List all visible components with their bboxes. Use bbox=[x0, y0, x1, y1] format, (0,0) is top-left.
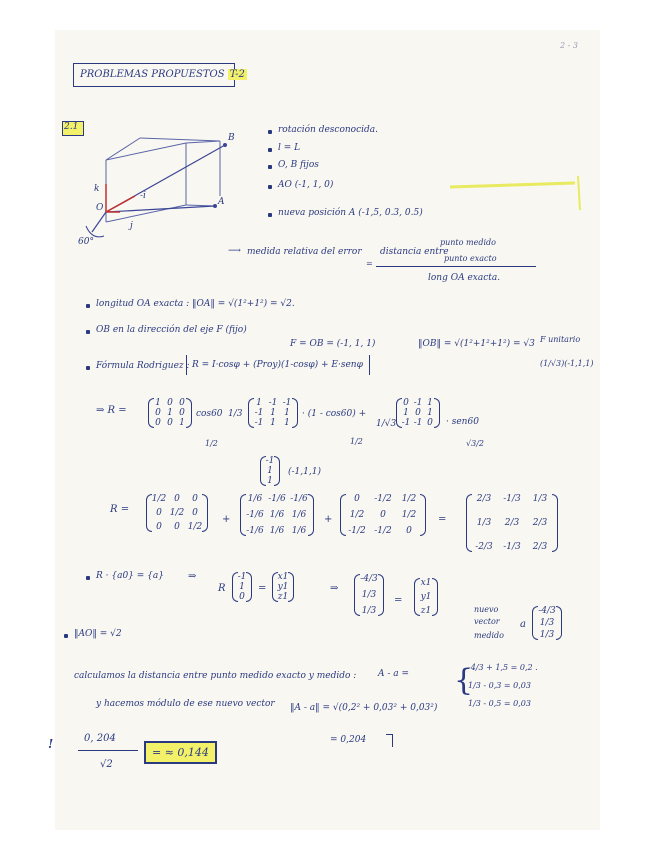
error-brace-2: punto exacto bbox=[444, 254, 497, 263]
matrix-entry: 1/6 bbox=[291, 526, 307, 536]
matrix-entry: z1 bbox=[277, 592, 289, 602]
matrix-entry: 1/2 bbox=[187, 522, 203, 532]
r-symbol: R bbox=[218, 583, 226, 594]
r-result-prefix: R = bbox=[110, 504, 130, 515]
matrix-entry: 1/3 bbox=[361, 590, 377, 600]
data-item-4: nueva posición A (-1,5, 0.3, 0.5) bbox=[278, 208, 423, 218]
matrix-entry: 1/3 bbox=[476, 518, 492, 528]
matrix-entry: 1 bbox=[155, 398, 161, 408]
inv-sqrt3: 1/√3 bbox=[376, 419, 397, 429]
matrix-entry: 1/6 bbox=[247, 494, 263, 504]
coordinate-vector bbox=[418, 578, 434, 616]
plus-sign: + bbox=[324, 514, 333, 525]
matrix-entry: -1 bbox=[254, 418, 264, 428]
data-item-0: rotación desconocida. bbox=[278, 125, 378, 135]
norm-ao: ‖AO‖ = √2 bbox=[74, 629, 122, 639]
matrix-entry: 0 bbox=[415, 408, 421, 418]
matrix-entry: -1/6 bbox=[268, 494, 286, 504]
label-k: k bbox=[94, 184, 100, 194]
matrix-entry: 0 bbox=[174, 494, 180, 504]
matrix-entry: 1/3 bbox=[539, 618, 555, 628]
scaled-skew-matrix bbox=[344, 494, 422, 536]
underline-mark bbox=[386, 734, 393, 747]
matrix-entry: -1 bbox=[268, 398, 278, 408]
matrix-entry: y1 bbox=[420, 592, 432, 602]
highlighter-mark bbox=[450, 183, 575, 187]
matrix-entry: 0 bbox=[174, 522, 180, 532]
matrix-entry: 1 bbox=[270, 408, 276, 418]
matrix-entry: 1/3 bbox=[539, 630, 555, 640]
matrix-entry: -1/6 bbox=[290, 494, 308, 504]
input-vector bbox=[236, 572, 248, 602]
matrix-entry: -1/6 bbox=[246, 510, 264, 520]
title-highlight: T-2 bbox=[229, 69, 245, 80]
matrix-entry: 2/3 bbox=[532, 542, 548, 552]
matrix-entry: -4/3 bbox=[360, 574, 378, 584]
error-arrow-icon: ⟶ bbox=[228, 246, 241, 256]
highlighter-mark bbox=[578, 176, 580, 210]
matrix-entry: -1/2 bbox=[348, 526, 366, 536]
final-denominator: √2 bbox=[100, 759, 113, 770]
final-marker: ! bbox=[48, 737, 54, 751]
half-identity-matrix bbox=[150, 494, 204, 532]
point-b bbox=[223, 143, 227, 147]
bullet-icon bbox=[268, 213, 272, 217]
matrix-entry: -2/3 bbox=[475, 542, 493, 552]
cos-value: 1/2 bbox=[205, 439, 218, 448]
point-a bbox=[213, 204, 217, 208]
matrix-entry: 0 bbox=[179, 398, 185, 408]
vector-minus-i bbox=[106, 196, 135, 212]
bullet-icon bbox=[268, 165, 272, 169]
matrix-entry: 1 bbox=[179, 418, 185, 428]
bullet-icon bbox=[268, 148, 272, 152]
error-text: medida relativa del error bbox=[247, 247, 362, 257]
bullet-icon bbox=[268, 130, 272, 134]
sin-term: · sen60 bbox=[446, 417, 479, 427]
cos-factor: · (1 - cos60) + bbox=[302, 409, 367, 419]
final-fraction-bar bbox=[78, 750, 138, 751]
matrix-entry: 0 bbox=[156, 522, 162, 532]
matrix-entry: -1 bbox=[401, 418, 411, 428]
matrix-entry: 1/3 bbox=[361, 606, 377, 616]
problem-number-text: 2.1 bbox=[64, 122, 79, 132]
matrix-entry: 1 bbox=[284, 408, 290, 418]
bullet-icon bbox=[86, 366, 90, 370]
matrix-entry: -1/2 bbox=[374, 494, 392, 504]
matrix-entry: 1 bbox=[167, 408, 173, 418]
matrix-entry: 1/6 bbox=[291, 510, 307, 520]
implies-arrow: ⇒ bbox=[188, 571, 197, 582]
note-measured: medido bbox=[474, 631, 504, 640]
matrix-entry: 0 bbox=[192, 494, 198, 504]
matrix-entry: 1/2 bbox=[401, 494, 417, 504]
matrix-entry: 0 bbox=[192, 508, 198, 518]
matrix-entry: 0 bbox=[167, 398, 173, 408]
matrix-entry: 0 bbox=[239, 592, 245, 602]
identity-matrix bbox=[152, 398, 188, 428]
diff-calc-3: 1/3 - 0,5 = 0,03 bbox=[468, 699, 531, 708]
error-brace-1: punto medido bbox=[440, 238, 496, 247]
matrix-entry: 0 bbox=[155, 418, 161, 428]
cube-edge bbox=[140, 138, 220, 141]
label-o: O bbox=[96, 203, 104, 213]
matrix-entry: 0 bbox=[156, 508, 162, 518]
matrix-entry: 1 bbox=[239, 582, 245, 592]
note-vector: vector bbox=[474, 617, 500, 626]
page-corner-mark: 2 - 3 bbox=[560, 41, 578, 50]
matrix-entry: 1 bbox=[284, 418, 290, 428]
diff-calc-1: -4/3 + 1,5 = 0,2 . bbox=[468, 663, 538, 672]
factor-value: 1/2 bbox=[350, 437, 363, 446]
step-length: longitud OA exacta : ‖OA‖ = √(1²+1²) = √2. bbox=[96, 299, 295, 309]
matrix-entry: -4/3 bbox=[538, 606, 556, 616]
error-numerator: distancia entre bbox=[380, 247, 449, 257]
matrix-entry: z1 bbox=[420, 606, 432, 616]
final-numerator: 0, 204 bbox=[84, 733, 116, 744]
matrix-entry: 2/3 bbox=[532, 518, 548, 528]
matrix-entry: -1 bbox=[254, 408, 264, 418]
axis-oa bbox=[106, 206, 215, 212]
matrix-entry: 1/2 bbox=[401, 510, 417, 520]
plus-sign: + bbox=[222, 514, 231, 525]
matrix-entry: -1 bbox=[265, 456, 275, 466]
matrix-entry: 2/3 bbox=[476, 494, 492, 504]
matrix-entry: 1/6 bbox=[269, 526, 285, 536]
rodriguez-formula: R = I·cosφ + (Proy)(1-cosφ) + E·senφ bbox=[192, 360, 363, 370]
step-rodriguez: Fórmula Rodriguez : bbox=[96, 361, 190, 371]
matrix-entry: 2/3 bbox=[504, 518, 520, 528]
measured-vector bbox=[536, 606, 558, 640]
matrix-entry: x1 bbox=[277, 572, 289, 582]
step-unit: F unitario bbox=[540, 335, 581, 344]
equals-sign: = bbox=[394, 595, 403, 606]
matrix-entry: 0 bbox=[179, 408, 185, 418]
label-j: j bbox=[130, 221, 133, 231]
matrix-entry: 0 bbox=[406, 526, 412, 536]
matrix-entry: -1/2 bbox=[374, 526, 392, 536]
matrix-entry: y1 bbox=[277, 582, 289, 592]
step-norm-ob: ‖OB‖ = √(1²+1²+1²) = √3 bbox=[418, 339, 535, 349]
matrix-entry: 1/2 bbox=[349, 510, 365, 520]
result-vector bbox=[358, 574, 380, 616]
label-a: A bbox=[218, 197, 225, 207]
matrix-entry: 1/3 bbox=[532, 494, 548, 504]
data-item-1: l = L bbox=[278, 143, 301, 153]
bullet-icon bbox=[86, 304, 90, 308]
row-vector: (-1,1,1) bbox=[288, 467, 321, 477]
diff-label: A - a = bbox=[378, 669, 410, 679]
fraction-bar bbox=[376, 266, 536, 267]
matrix-entry: 0 bbox=[167, 418, 173, 428]
matrix-entry: 0 bbox=[354, 494, 360, 504]
cube-edge bbox=[106, 143, 186, 160]
matrix-entry: x1 bbox=[420, 578, 432, 588]
norm-value: = 0,204 bbox=[330, 735, 367, 745]
error-equals: = bbox=[366, 259, 373, 268]
bullet-icon bbox=[268, 185, 272, 189]
matrix-entry: 1 bbox=[270, 418, 276, 428]
matrix-entry: -1/6 bbox=[246, 526, 264, 536]
step-f: F = OB = (-1, 1, 1) bbox=[290, 339, 376, 349]
matrix-entry: 0 bbox=[380, 510, 386, 520]
matrix-entry: 1/6 bbox=[269, 510, 285, 520]
brace-icon: { bbox=[454, 663, 474, 698]
apply-lhs: R · {a0} = {a} bbox=[96, 571, 164, 581]
matrix-entry: 1/2 bbox=[151, 494, 167, 504]
note-new: nuevo bbox=[474, 605, 499, 614]
equals-sign: = bbox=[258, 583, 267, 594]
sin-value: √3/2 bbox=[466, 439, 484, 448]
scaled-projection-matrix bbox=[244, 494, 310, 536]
diff-calc-2: 1/3 - 0,3 = 0,03 bbox=[468, 681, 531, 690]
title-text: PROBLEMAS PROPUESTOS bbox=[80, 69, 225, 80]
r-prefix: ⇒ R = bbox=[96, 405, 127, 416]
equals-sign: = bbox=[438, 514, 447, 525]
matrix-entry: 1/2 bbox=[169, 508, 185, 518]
bullet-icon bbox=[86, 576, 90, 580]
projection-matrix bbox=[252, 398, 294, 428]
step-unit-vec: (1/√3)(-1,1,1) bbox=[540, 359, 594, 368]
matrix-entry: 1 bbox=[267, 466, 273, 476]
bullet-icon bbox=[86, 330, 90, 334]
final-result: = ≈ 0,144 bbox=[144, 741, 217, 764]
matrix-entry: -1 bbox=[413, 398, 423, 408]
matrix-entry: 1 bbox=[427, 398, 433, 408]
output-vector bbox=[276, 572, 290, 602]
matrix-entry: -1 bbox=[282, 398, 292, 408]
matrix-entry: 1 bbox=[256, 398, 262, 408]
matrix-entry: 0 bbox=[427, 418, 433, 428]
column-vector bbox=[264, 456, 276, 486]
matrix-entry: 0 bbox=[403, 398, 409, 408]
matrix-entry: -1/3 bbox=[503, 542, 521, 552]
implies-arrow: ⇒ bbox=[330, 583, 339, 594]
modulus-text: y hacemos módulo de ese nuevo vector bbox=[96, 699, 275, 709]
a-label: a bbox=[520, 619, 526, 630]
label-b: B bbox=[228, 133, 235, 143]
matrix-entry: 1 bbox=[427, 408, 433, 418]
bullet-icon bbox=[64, 634, 68, 638]
matrix-entry: 1 bbox=[267, 476, 273, 486]
data-item-3: AO (-1, 1, 0) bbox=[278, 180, 334, 190]
cos-term: cos60 bbox=[196, 409, 223, 419]
matrix-entry: 0 bbox=[155, 408, 161, 418]
label-angle: 60° bbox=[78, 237, 94, 247]
matrix-entry: -1/3 bbox=[503, 494, 521, 504]
data-item-2: O, B fijos bbox=[278, 160, 319, 170]
matrix-entry: -1 bbox=[413, 418, 423, 428]
matrix-entry: 1 bbox=[403, 408, 409, 418]
skew-matrix bbox=[400, 398, 436, 428]
axis-x bbox=[92, 212, 106, 232]
distance-text: calculamos la distancia entre punto medido exacto y medido : bbox=[74, 671, 357, 681]
rotation-matrix bbox=[470, 494, 554, 552]
matrix-entry: -1 bbox=[237, 572, 247, 582]
label-minus-i: -i bbox=[140, 191, 146, 201]
cube-edge bbox=[106, 205, 186, 222]
error-denominator: long OA exacta. bbox=[428, 273, 501, 283]
norm-expression: ‖A - a‖ = √(0,2² + 0,03² + 0,03²) bbox=[290, 703, 438, 713]
step-axis: OB en la dirección del eje F (fijo) bbox=[96, 325, 247, 335]
third-factor: 1/3 bbox=[228, 409, 243, 419]
